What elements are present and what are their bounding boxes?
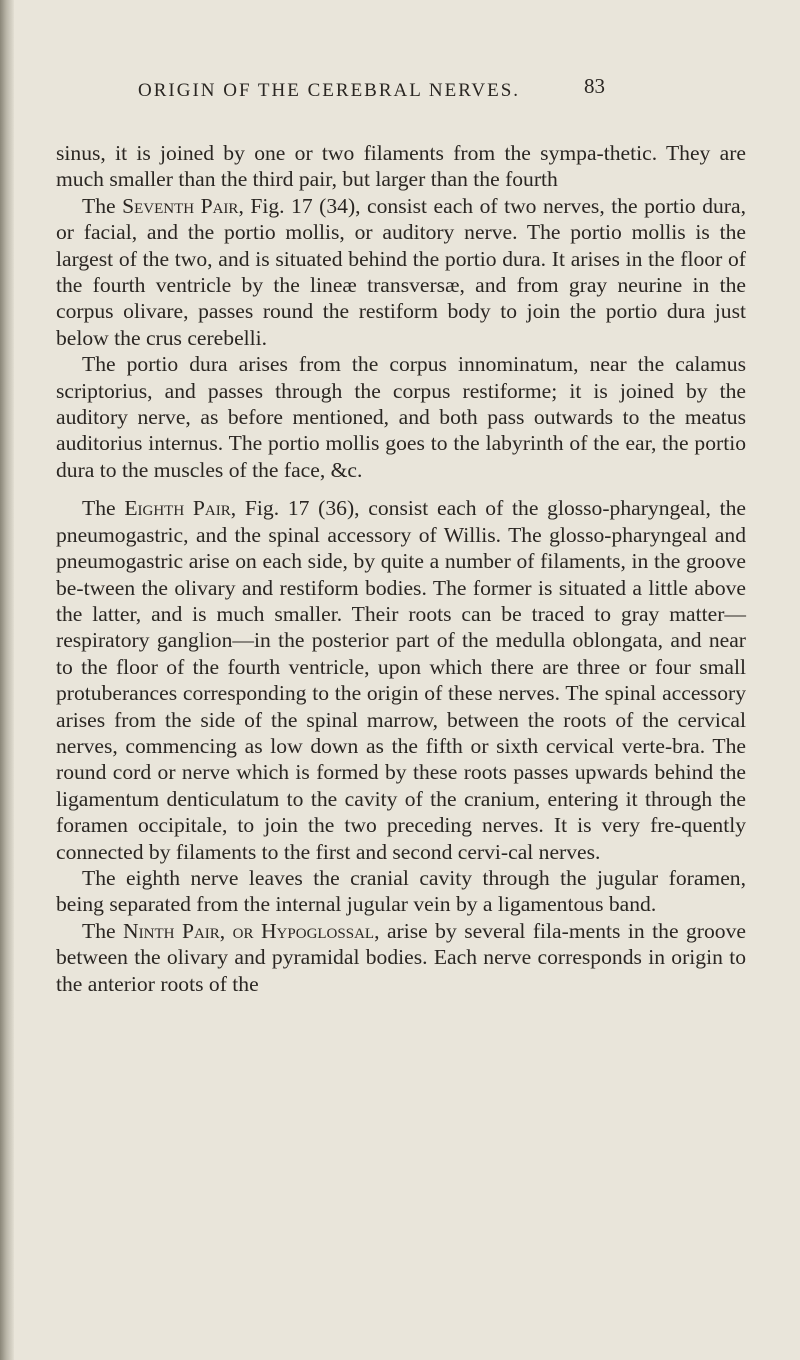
page-number: 83 <box>584 74 605 98</box>
book-page <box>56 58 746 997</box>
paragraph-6-lead: Ninth Pair, or Hypoglossal <box>123 918 375 943</box>
paragraph-1-text: sinus, it is joined by one or two filaments from the sympa-thetic. They are much smaller than the third pair, but larger than the fourth <box>56 141 746 192</box>
paragraph-4-text: , Fig. 17 (36), consist each of the glosso-pharyngeal, the pneumogastric, and the spinal accessory of Willis. The glosso-pharyngeal and pneumogastric arise on each side, by quite a number of filaments, in the groove be-tween the olivary and restiform bodies. The former is situated a little above the latter, and is much smaller. Their roots can be traced to gray matter—respiratory ganglion—in the posterior part of the medulla oblongata, and near to the floor of the fourth ventricle, upon which there are three or four small protuberances corresponding to the origin of these nerves. The spinal accessory arises from the side of the spinal marrow, between the roots of the cervical nerves, commencing as low down as the fifth or sixth cervical verte-bra. The round cord or nerve which is formed by these roots passes upwards behind the ligamentum denticulatum to the cavity of the cranium, entering it through the foramen occipitale, to join the two preceding nerves. It is very fre-quently connected by filaments to the first and second cervi-cal nerves. <box>56 496 746 864</box>
paragraph-portio-dura <box>56 351 746 483</box>
paragraph-4-lead: Eighth Pair <box>124 496 231 521</box>
paragraph-4-prefix: The <box>82 496 125 521</box>
paragraph-2-lead: Seventh Pair <box>122 193 239 218</box>
paragraph-3-text: The portio dura arises from the corpus innominatum, near the calamus scriptorius, and passes through the corpus restiforme; it is joined by the auditory nerve, as before mentioned, and both pass outwards to the meatus auditorius internus. The portio mollis goes to the labyrinth of the ear, the portio dura to the muscles of the face, &c. <box>56 352 746 482</box>
paragraph-eighth-nerve <box>56 865 746 918</box>
paragraph-2-text: , Fig. 17 (34), consist each of two nerves, the portio dura, or facial, and the portio mollis, or auditory nerve. The portio mollis is the largest of the two, and is situated behind the portio dura. It arises in the floor of the fourth ventricle by the lineæ transversæ, and from gray neurine in the corpus olivare, passes round the restiform body to join the portio dura just below the crus cerebelli. <box>56 193 746 350</box>
paragraph-6-prefix: The <box>82 918 124 943</box>
paragraph-2-prefix: The <box>82 193 123 218</box>
paragraph-seventh-pair <box>56 193 746 351</box>
paragraph-6-text: , arise by several fila-ments in the groove between the olivary and pyramidal bodies. Each nerve corresponds in origin to the anterior roots of the <box>56 918 746 996</box>
page-edge-shadow <box>0 0 14 1360</box>
running-head <box>56 58 746 114</box>
body-text <box>56 140 746 997</box>
paragraph-ninth-pair <box>56 918 746 997</box>
paragraph-1 <box>56 140 746 193</box>
paragraph-eighth-pair <box>56 495 746 865</box>
paragraph-5-text: The eighth nerve leaves the cranial cavity through the jugular foramen, being separated from the internal jugular vein by a ligamentous band. <box>56 865 746 917</box>
running-head-title: ORIGIN OF THE CEREBRAL NERVES. <box>138 80 521 101</box>
paragraph-gap <box>56 483 746 495</box>
